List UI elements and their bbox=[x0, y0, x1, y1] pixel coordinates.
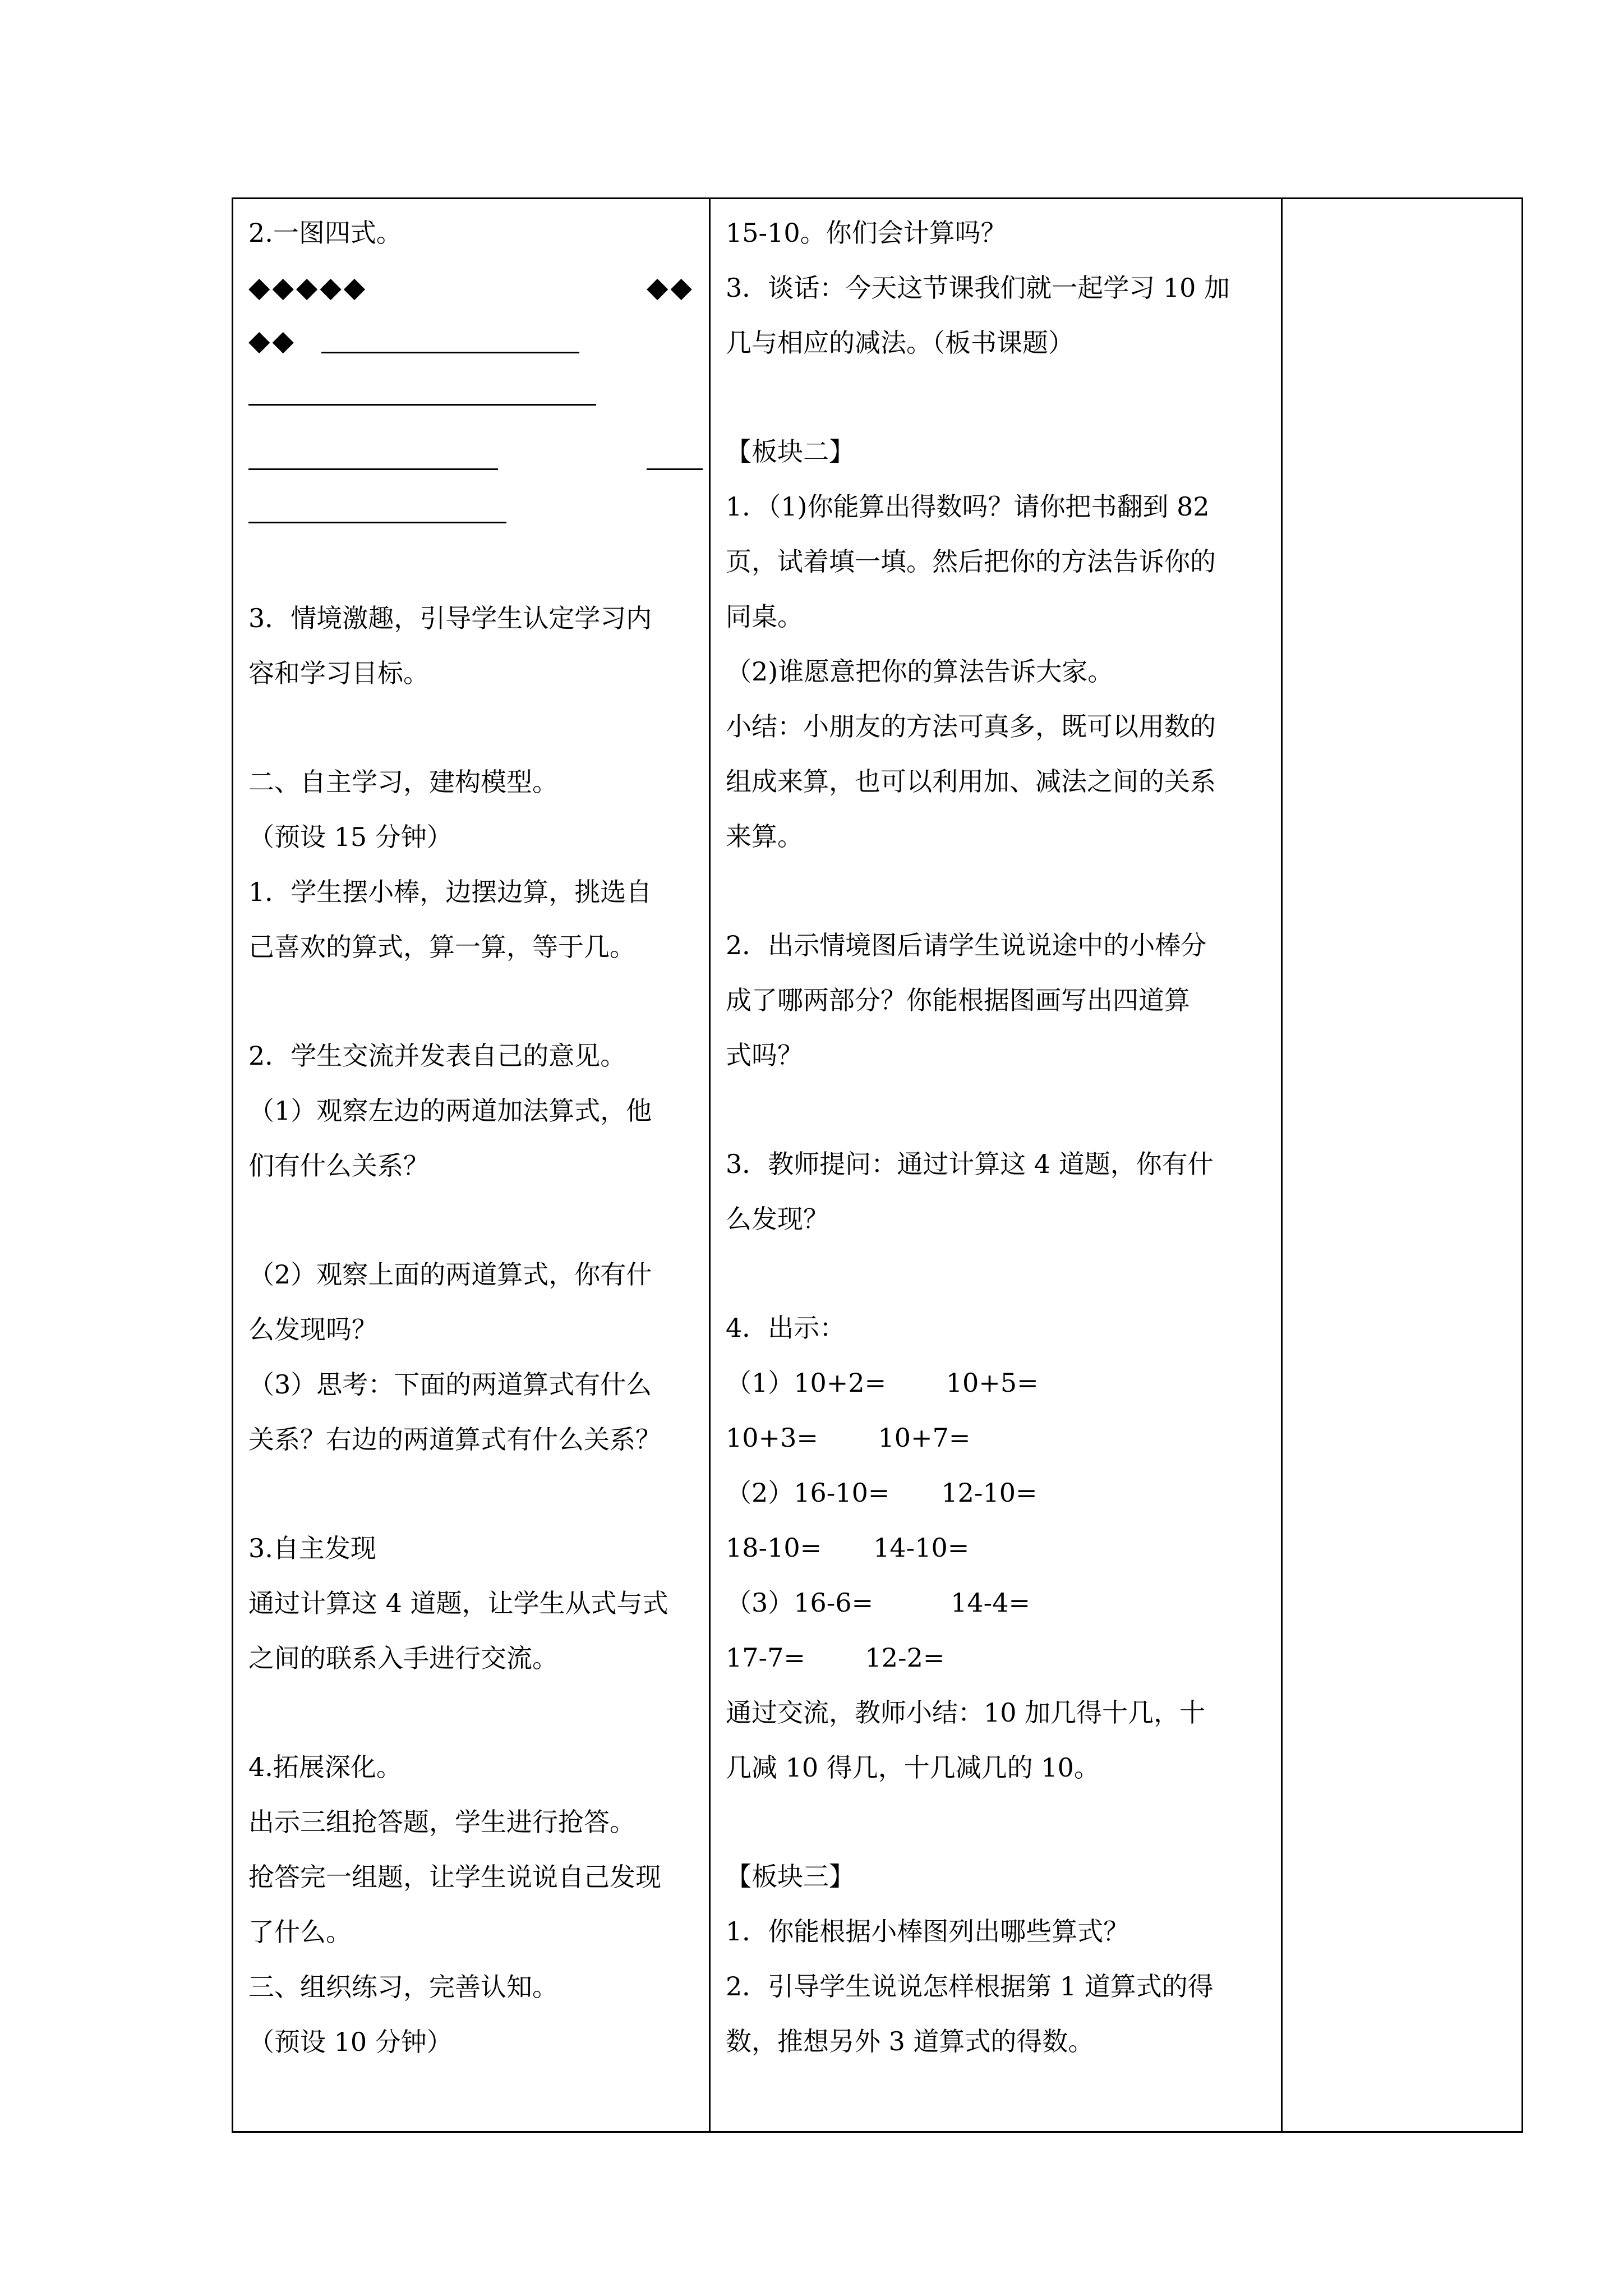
paragraph-line: 3．教师提问：通过计算这 4 道题，你有什 bbox=[726, 1149, 1214, 1179]
paragraph-line: 3．情境激趣，引导学生认定学习内 bbox=[248, 603, 652, 633]
paragraph-line: 式吗？ bbox=[726, 1040, 803, 1070]
paragraph-line: （3）思考：下面的两道算式有什么 bbox=[248, 1369, 652, 1400]
paragraph-line: 小结：小朋友的方法可真多，既可以用数的 bbox=[726, 711, 1216, 742]
equation-row: （3）16-6= 14-4= bbox=[726, 1588, 1031, 1618]
paragraph-line: 页，试着填一填。然后把你的方法告诉你的 bbox=[726, 546, 1216, 577]
paragraph-line: 4．出示： bbox=[726, 1313, 846, 1343]
paragraph-line: 抢答完一组题，让学生说说自己发现 bbox=[248, 1862, 661, 1892]
diamond-shapes-row: ◆◆ bbox=[647, 271, 694, 303]
paragraph-line: 3.自主发现 bbox=[248, 1533, 376, 1563]
paragraph-line: （2）观察上面的两道算式，你有什 bbox=[248, 1259, 652, 1290]
fill-in-blank bbox=[321, 352, 579, 353]
paragraph-line: 出示三组抢答题，学生进行抢答。 bbox=[248, 1807, 635, 1837]
diamond-shapes-row: ◆◆◆◆◆ bbox=[248, 271, 368, 303]
paragraph-line: 通过交流，教师小结：10 加几得十几，十 bbox=[726, 1697, 1206, 1728]
equation-row: （1）10+2= 10+5= bbox=[726, 1368, 1039, 1398]
paragraph-line: 来算。 bbox=[726, 821, 803, 852]
paragraph-line: 己喜欢的算式，算一算，等于几。 bbox=[248, 932, 635, 962]
block-heading: 【板块二】 bbox=[726, 436, 855, 467]
paragraph-line: 3．谈话：今天这节课我们就一起学习 10 加 bbox=[726, 273, 1230, 303]
paragraph-line: （1）观察左边的两道加法算式，他 bbox=[248, 1096, 652, 1126]
paragraph-line: 容和学习目标。 bbox=[248, 658, 429, 688]
paragraph-line: （2)谁愿意把你的算法告诉大家。 bbox=[726, 656, 1114, 687]
paragraph-line: 2．引导学生说说怎样根据第 1 道算式的得 bbox=[726, 1971, 1214, 2001]
paragraph-line: 几与相应的减法。（板书课题） bbox=[726, 328, 1074, 358]
column-divider-1 bbox=[709, 199, 711, 2131]
section-heading: 三、组织练习，完善认知。 bbox=[248, 1972, 558, 2002]
paragraph-line: 2．学生交流并发表自己的意见。 bbox=[248, 1041, 626, 1071]
paragraph-line: 组成来算，也可以利用加、减法之间的关系 bbox=[726, 766, 1216, 797]
item-title: 2.一图四式。 bbox=[248, 218, 402, 248]
equation-row: 17-7= 12-2= bbox=[726, 1642, 945, 1673]
paragraph-line: 通过计算这 4 道题，让学生从式与式 bbox=[248, 1588, 668, 1618]
equation-row: 10+3= 10+7= bbox=[726, 1423, 971, 1453]
paragraph-line: 成了哪两部分？你能根据图画写出四道算 bbox=[726, 985, 1190, 1015]
paragraph-line: 们有什么关系？ bbox=[248, 1151, 429, 1181]
fill-in-blank bbox=[647, 468, 703, 470]
paragraph-line: 1．你能根据小棒图列出哪些算式？ bbox=[726, 1916, 1129, 1947]
teacher-activity-column bbox=[726, 199, 1287, 2131]
paragraph-line: 关系？右边的两道算式有什么关系？ bbox=[248, 1424, 661, 1455]
paragraph-line: 之间的联系入手进行交流。 bbox=[248, 1643, 558, 1673]
paragraph-line: 了什么。 bbox=[248, 1917, 352, 1947]
diamond-shapes-row: ◆◆ bbox=[248, 324, 296, 357]
fill-in-blank bbox=[248, 404, 596, 406]
paragraph-line: 15-10。你们会计算吗？ bbox=[726, 218, 1007, 248]
paragraph-line: 几减 10 得几，十几减几的 10。 bbox=[726, 1752, 1100, 1783]
paragraph-line: 1．（1)你能算出得数吗？请你把书翻到 82 bbox=[726, 491, 1210, 522]
notes-column bbox=[1292, 199, 1522, 2131]
paragraph-line: 4.拓展深化。 bbox=[248, 1752, 402, 1782]
fill-in-blank bbox=[248, 522, 506, 523]
equation-row: （2）16-10= 12-10= bbox=[726, 1478, 1038, 1508]
section-heading: 二、自主学习，建构模型。 bbox=[248, 767, 558, 797]
paragraph-line: 同桌。 bbox=[726, 601, 803, 632]
block-heading: 【板块三】 bbox=[726, 1861, 855, 1892]
paragraph-line: 2．出示情境图后请学生说说途中的小棒分 bbox=[726, 930, 1207, 960]
lesson-plan-table bbox=[232, 197, 1523, 2133]
paragraph-line: 么发现？ bbox=[726, 1204, 829, 1234]
fill-in-blank bbox=[248, 468, 498, 470]
paragraph-line: 1．学生摆小棒，边摆边算，挑选自 bbox=[248, 877, 652, 907]
paragraph-line: 数，推想另外 3 道算式的得数。 bbox=[726, 2026, 1094, 2056]
paragraph-line: 么发现吗？ bbox=[248, 1314, 377, 1345]
time-note: （预设 10 分钟） bbox=[248, 2027, 453, 2057]
equation-row: 18-10= 14-10= bbox=[726, 1533, 970, 1563]
time-note: （预设 15 分钟） bbox=[248, 822, 453, 852]
student-activity-column bbox=[248, 199, 708, 2131]
